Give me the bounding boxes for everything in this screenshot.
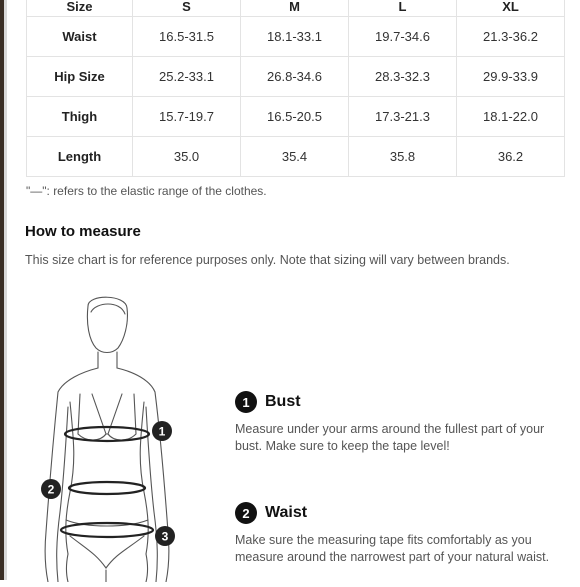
waist-description: Make sure the measuring tape fits comfortably as you measure around the narrowest part of your natural waist. (235, 533, 550, 564)
waist-marker-icon (41, 479, 61, 499)
table-cell: 26.8-34.6 (241, 57, 349, 97)
waist-marker-label: 2 (47, 482, 55, 497)
table-cell: 25.2-33.1 (133, 57, 241, 97)
table-row (27, 17, 565, 57)
figure-illustration (36, 292, 196, 582)
table-row (27, 137, 565, 177)
table-cell: 18.1-22.0 (457, 97, 565, 137)
size-chart-disclaimer: This size chart is for reference purposes only. Note that sizing will vary between brands. (25, 253, 510, 267)
body-measurement-figure (36, 292, 196, 582)
waist-title: Waist (265, 504, 308, 521)
hip-marker-icon (155, 526, 175, 546)
header-cell: M (241, 0, 349, 17)
bust-marker-icon (152, 421, 172, 441)
hip-marker-label: 3 (161, 529, 169, 544)
table-cell: 29.9-33.9 (457, 57, 565, 97)
waist-title-row (235, 502, 570, 524)
table-cell: 35.4 (241, 137, 349, 177)
table-cell: 17.3-21.3 (349, 97, 457, 137)
bust-marker-label: 1 (158, 424, 166, 439)
table-header-row (27, 0, 565, 17)
bust-title: Bust (265, 393, 301, 410)
number-two-icon: 2 (235, 502, 257, 524)
bust-title-row (235, 391, 570, 413)
header-cell: Size (27, 0, 133, 17)
table-cell: 35.0 (133, 137, 241, 177)
row-label: Waist (27, 17, 133, 57)
row-label: Thigh (27, 97, 133, 137)
table-cell: 35.8 (349, 137, 457, 177)
number-one-icon: 1 (235, 391, 257, 413)
table-cell: 21.3-36.2 (457, 17, 565, 57)
table-row (27, 97, 565, 137)
bust-description: Measure under your arms around the fullest part of your bust. Make sure to keep the tape level! (235, 422, 545, 453)
table-cell: 16.5-31.5 (133, 17, 241, 57)
table-cell: 18.1-33.1 (241, 17, 349, 57)
header-cell: S (133, 0, 241, 17)
table-cell: 36.2 (457, 137, 565, 177)
elastic-range-note: "—": refers to the elastic range of the clothes. (26, 184, 267, 198)
waist-measure-section (235, 502, 570, 566)
bust-measure-section (235, 391, 570, 455)
left-edge-border (4, 0, 7, 580)
header-cell: XL (457, 0, 565, 17)
table-cell: 28.3-32.3 (349, 57, 457, 97)
table-cell: 15.7-19.7 (133, 97, 241, 137)
table-cell: 16.5-20.5 (241, 97, 349, 137)
row-label: Length (27, 137, 133, 177)
row-label: Hip Size (27, 57, 133, 97)
how-to-measure-heading: How to measure (25, 223, 141, 240)
table-cell: 19.7-34.6 (349, 17, 457, 57)
header-cell: L (349, 0, 457, 17)
size-chart-table (26, 0, 565, 177)
table-row (27, 57, 565, 97)
